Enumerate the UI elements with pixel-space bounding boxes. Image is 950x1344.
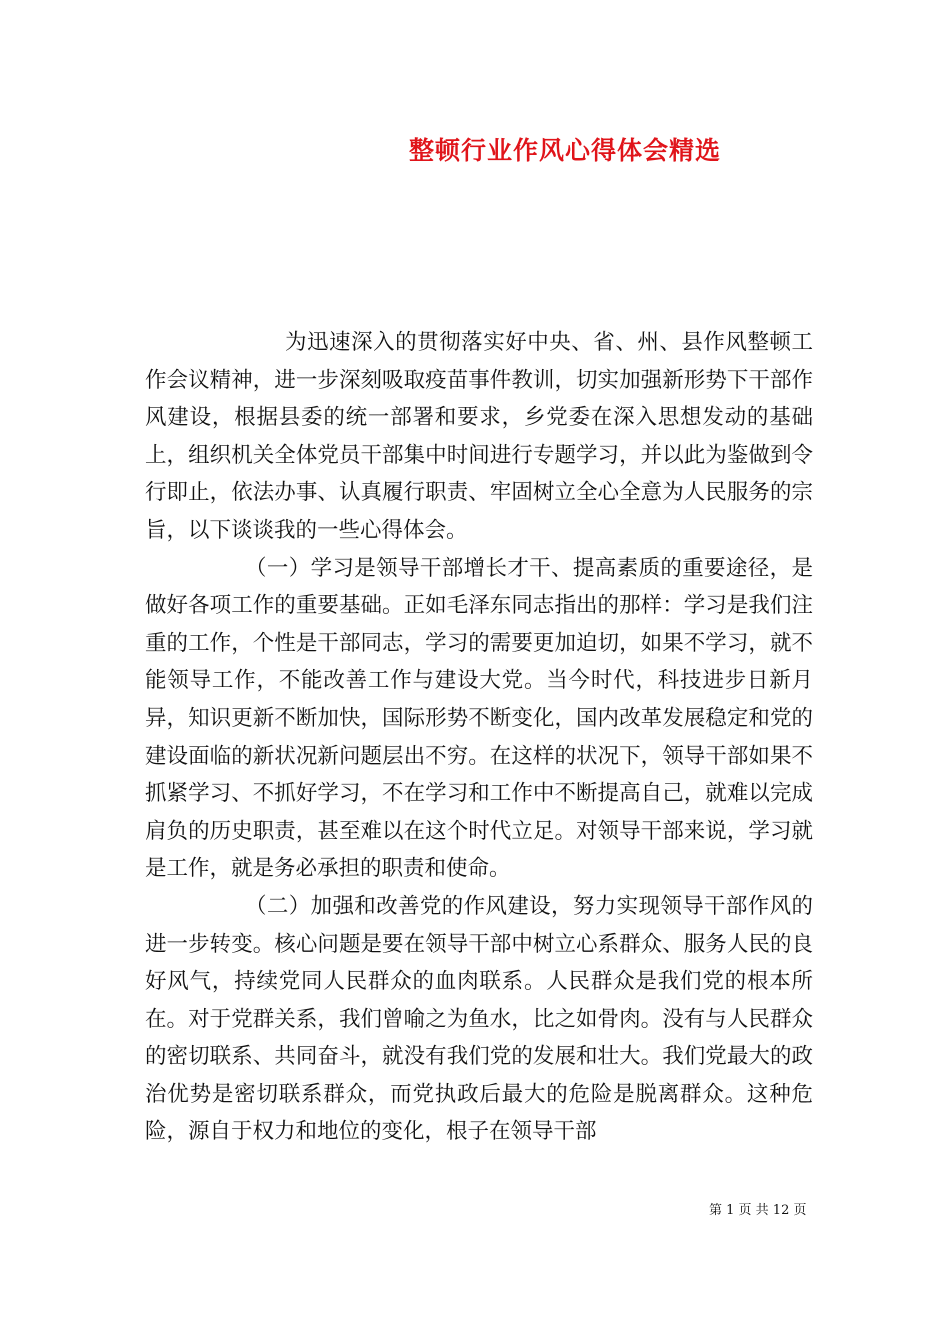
document-body [145,324,813,1151]
paragraph-section-one: （一）学习是领导干部增长才干、提高素质的重要途径，是做好各项工作的重要基础。正如毛泽东同志指出的那样：学习是我们注重的工作，个性是干部同志，学习的需要更加迫切，如果不学习，就不能领导工作，不能改善工作与建设大党。当今时代，科技进步日新月异，知识更新不断加快，国际形势不断变化，国内改革发展稳定和党的建设面临的新状况新问题层出不穷。在这样的状况下，领导干部如果不抓紧学习、不抓好学习，不在学习和工作中不断提高自己，就难以完成肩负的历史职责，甚至难以在这个时代立足。对领导干部来说，学习就是工作，就是务必承担的职责和使命。 [145,555,813,882]
paragraph-section-two: （二）加强和改善党的作风建设，努力实现领导干部作风的进一步转变。核心问题是要在领导干部中树立心系群众、服务人民的良好风气，持续党同人民群众的血肉联系。人民群众是我们党的根本所在。对于党群关系，我们曾喻之为鱼水，比之如骨肉。没有与人民群众的密切联系、共同奋斗，就没有我们党的发展和壮大。我们党最大的政治优势是密切联系群众，而党执政后最大的危险是脱离群众。这种危险，源自于权力和地位的变化，根子在领导干部 [145,893,813,1145]
page-number: 第 1 页 共 12 页 [709,1203,807,1218]
document-title: 整顿行业作风心得体会精选 [408,136,721,165]
paragraph-intro: 为迅速深入的贯彻落实好中央、省、州、县作风整顿工作会议精神，进一步深刻吸取疫苗事件教训，切实加强新形势下干部作风建设，根据县委的统一部署和要求，乡党委在深入思想发动的基础上，组织机关全体党员干部集中时间进行专题学习，并以此为鉴做到令行即止，依法办事、认真履行职责、牢固树立全心全意为人民服务的宗旨，以下谈谈我的一些心得体会。 [145,330,813,543]
